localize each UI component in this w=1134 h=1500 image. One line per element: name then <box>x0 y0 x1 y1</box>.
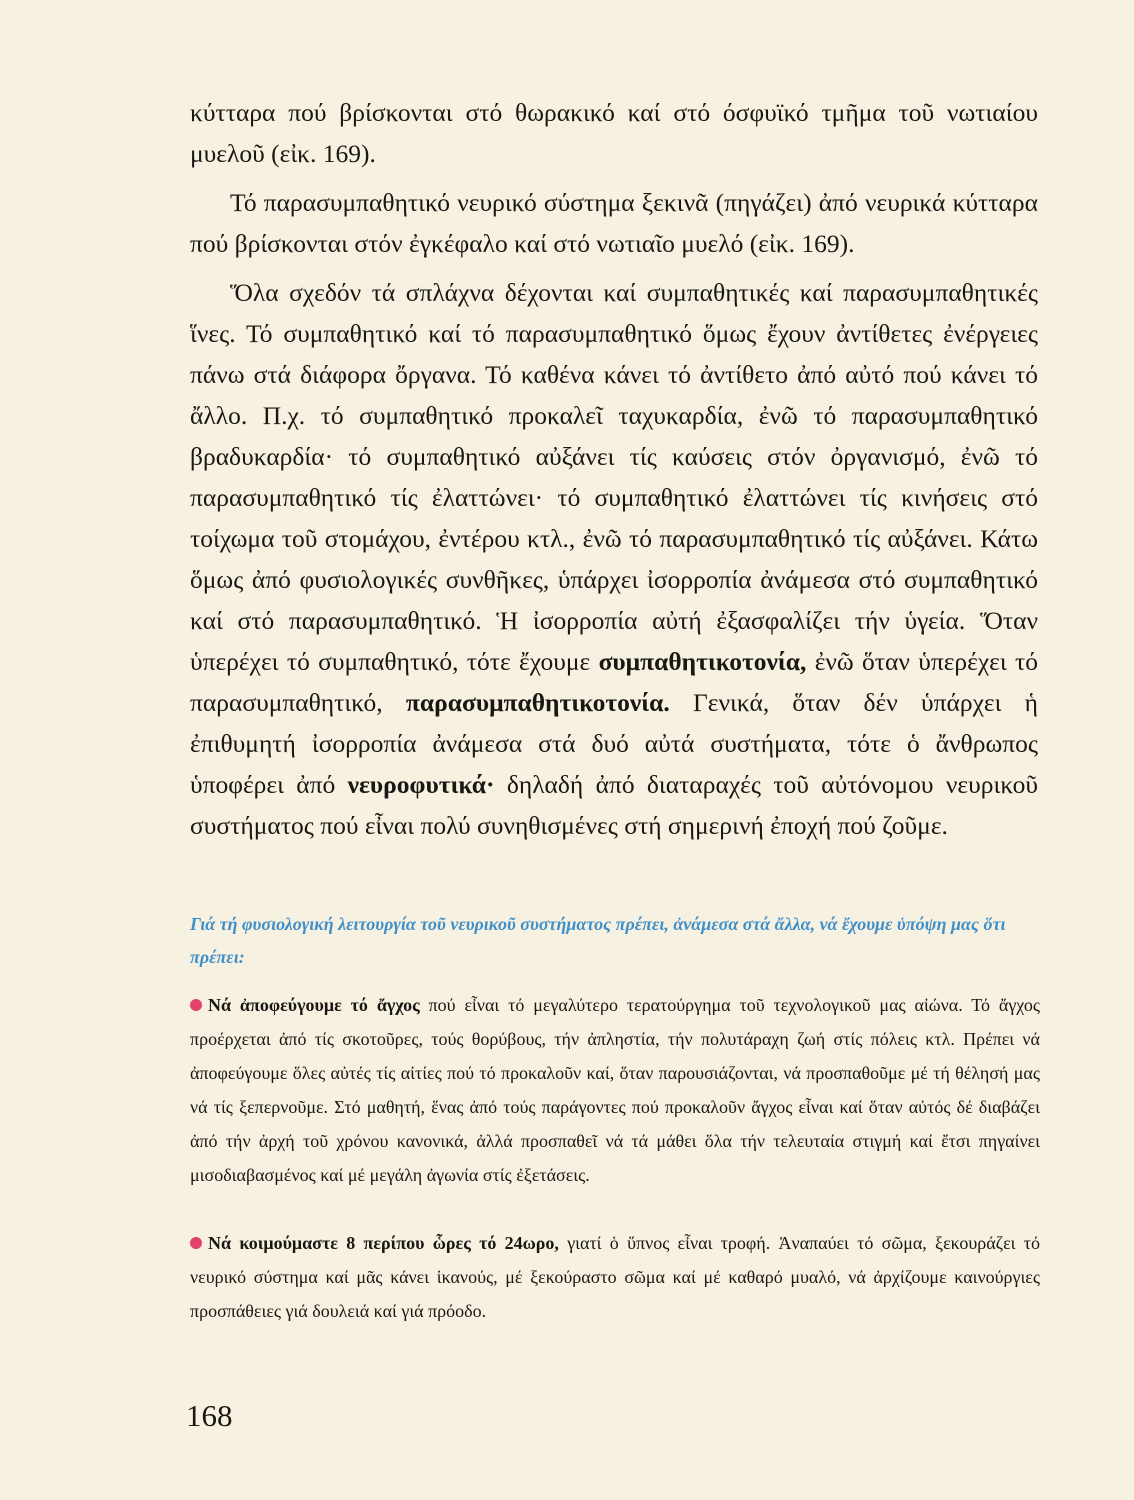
paragraph-3-text-b: ἐνῶ ὅταν ὑπερέχει τό παρασυμπαθητικό, <box>190 647 1039 717</box>
paragraph-2-text: Τό παρασυμπαθητικό νευρικό σύστημα ξεκινᾶ (πηγάζει) ἀπό νευρικά κύτταρα πού βρίσκονται στόν ἐγκέφαλο καί στό νωτιαῖο μυελό (εἰκ. 169). <box>190 188 1038 258</box>
list-item-text: γιατί ὁ ὕπνος εἶναι τροφή. Ἀναπαύει τό σῶμα, ξεκουράζει τό νευρικό σύστημα καί μᾶς κάνει ἱκανούς, μέ ξεκούραστο σῶμα καί μέ καθαρό μυαλό, νά ἀρχίζουμε καινούργιες προσπάθειες γιά δουλειά καί γιά πρόοδο. <box>190 1233 1040 1321</box>
term-neurovegetative: νευροφυτικά· <box>347 770 495 799</box>
advice-list <box>190 988 1040 1362</box>
callout-heading: Γιά τή φυσιολογική λειτουργία τοῦ νευρικοῦ συστήματος πρέπει, ἀνάμεσα στά ἄλλα, νά ἔχουμε ὑπόψη μας ὅτι πρέπει: <box>190 914 1006 967</box>
paragraph-2 <box>190 182 1038 264</box>
bullet-dot-icon <box>190 999 202 1011</box>
paragraph-3-text-c: Γενικά, ὅταν δέν ὑπάρχει ἡ ἐπιθυμητή ἰσορροπία ἀνάμεσα στά δυό αὐτά συστήματα, τότε ὁ ἄνθρωπος ὑποφέρει ἀπό <box>190 688 1039 799</box>
list-item-title: Νά κοιμούμαστε 8 περίπου ὧρες τό 24ωρο, <box>208 1233 559 1253</box>
list-item-title: Νά ἀποφεύγουμε τό ἄγχος <box>208 995 420 1015</box>
bullet-dot-icon <box>190 1237 202 1249</box>
term-parasympathicotonia: παρασυμπαθητικοτονία. <box>405 688 670 717</box>
paragraph-3-text-d: δηλαδή ἀπό διαταραχές τοῦ αὐτόνομου νευρικοῦ συστήματος πού εἶναι πολύ συνηθισμένες στή σημερινή ἐποχή πού ζοῦμε. <box>190 770 1038 840</box>
list-item <box>190 988 1040 1192</box>
paragraph-1-text: κύτταρα πού βρίσκονται στό θωρακικό καί στό όσφυϊκό τμῆμα τοῦ νωτιαίου μυελοῦ (εἰκ. 169). <box>190 98 1038 168</box>
list-item-text: πού εἶναι τό μεγαλύτερο τερατούργημα τοῦ τεχνολογικοῦ μας αἰώνα. Τό ἄγχος προέρχεται ἀπό τίς σκοτοῦρες, τούς θορύβους, τήν ἀπληστία, τήν πολυτάραχη ζωή στίς πόλεις κτλ. Πρέπει νά ἀποφεύγουμε ὅλες αὐτές τίς αἰτίες πού τό προκαλοῦν καί, ὅταν παρουσιάζονται, νά προσπαθοῦμε μέ τή θέλησή μας νά τίς ξεπερνοῦμε. Στό μαθητή, ἕνας ἀπό τούς παράγοντες πού προκαλοῦν ἄγχος εἶναι καί ὅταν αὐτός δέ διαβάζει ἀπό τήν ἀρχή τοῦ χρόνου κανονικά, ἀλλά προσπαθεῖ νά τά μάθει ὅλα τήν τελευταία στιγμή καί ἔτσι πηγαίνει μισοδιαβασμένος καί μέ μεγάλη ἀγωνία στίς ἐξετάσεις. <box>190 995 1041 1185</box>
main-text <box>190 92 1038 854</box>
list-item <box>190 1226 1040 1328</box>
term-sympathicotonia: συμπαθητικοτονία, <box>598 647 807 676</box>
page-number: 168 <box>186 1398 233 1433</box>
paragraph-3-text-a: Ὅλα σχεδόν τά σπλάχνα δέχονται καί συμπαθητικές καί παρασυμπαθητικές ἵνες. Τό συμπαθητικό καί τό παρασυμπαθητικό ὅμως ἔχουν ἀντίθετες ἐνέργειες πάνω στά διάφορα ὄργανα. Τό καθένα κάνει τό ἀντίθετο ἀπό αὐτό πού κάνει τό ἄλλο. Π.χ. τό συμπαθητικό προκαλεῖ ταχυκαρδία, ἐνῶ τό παρασυμπαθητικό βραδυκαρδία· τό συμπαθητικό αὐξάνει τίς καύσεις στόν ὀργανισμό, ἐνῶ τό παρασυμπαθητικό τίς ἐλαττώνει· τό συμπαθητικό ἐλαττώνει τίς κινήσεις στό τοίχωμα τοῦ στομάχου, ἐντέρου κτλ., ἐνῶ τό παρασυμπαθητικό τίς αὐξάνει. Κάτω ὅμως ἀπό φυσιολογικές συνθῆκες, ὑπάρχει ἰσορροπία ἀνάμεσα στό συμπαθητικό καί στό παρασυμπαθητικό. Ἡ ἰσορροπία αὐτή ἐξασφαλίζει τήν ὑγεία. Ὅταν ὑπερέχει τό συμπαθητικό, τότε ἔχουμε <box>190 278 1038 676</box>
paragraph-3 <box>190 272 1038 846</box>
paragraph-1 <box>190 92 1038 174</box>
